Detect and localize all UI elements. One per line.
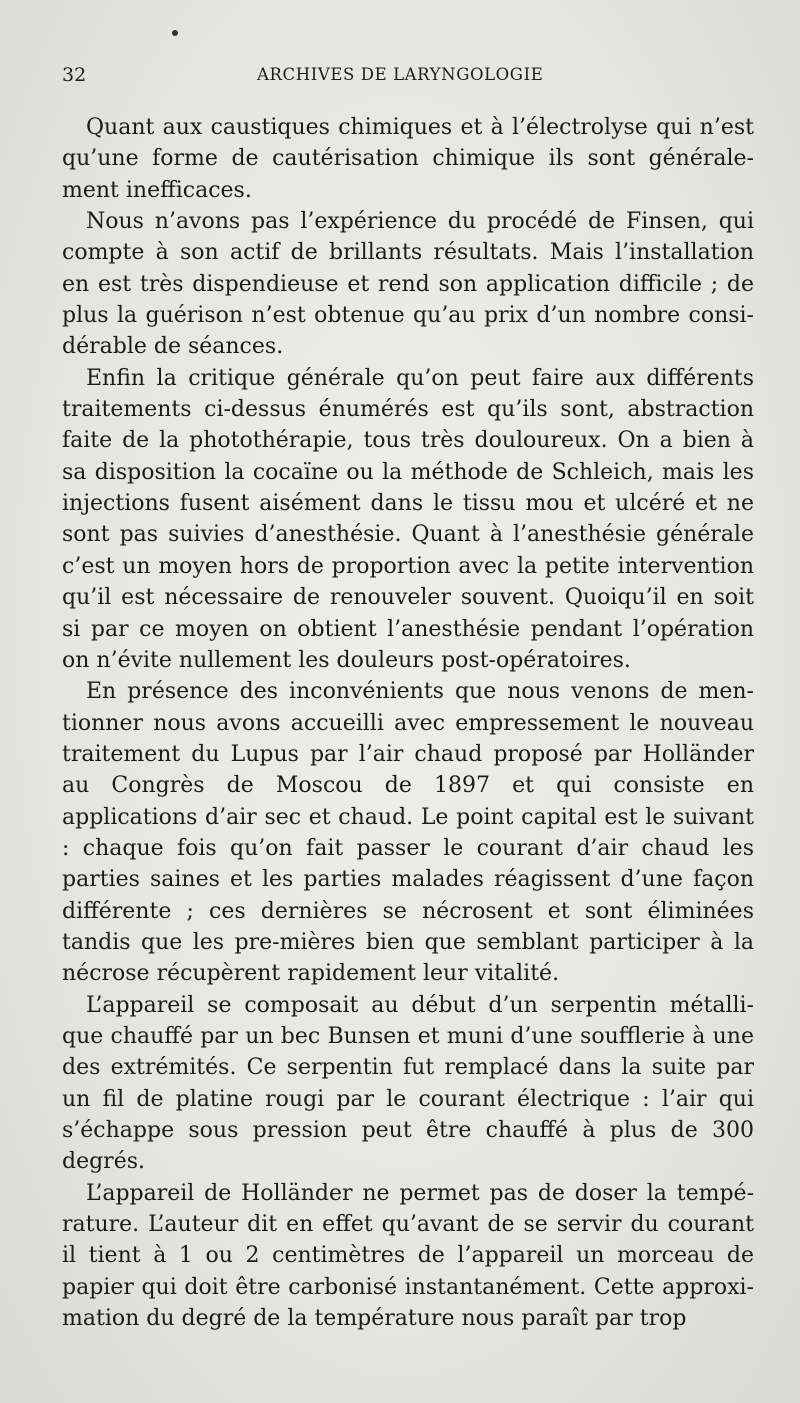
paragraph-air-chaud: En présence des inconvénients que nous venons de men-tionner nous avons accueilli avec empressement le nouveau traitement du Lupus par l’air chaud proposé par Holländer au Congrès de Moscou de 1897 et qui consiste en applications d’air sec et chaud. Le point capital est le suivant : chaque fois qu’on fait passer le courant d’air chaud les parties saines et les parties malades réagissent d’une façon différente ; ces dernières se nécrosent et sont éliminées tandis que les pre-mières bien que semblant participer à la nécrose récupèrent rapidement leur vitalité.: [62, 679, 754, 987]
paragraph-caustiques: Quant aux caustiques chimiques et à l’électrolyse qui n’est qu’une forme de cautérisation chimique ils sont générale-ment inefficaces.: [62, 115, 754, 203]
paragraph-finsen: Nous n’avons pas l’expérience du procédé de Finsen, qui compte à son actif de brillants résultats. Mais l’installation en est très dispendieuse et rend son application difficile ; de plus la guérison n’est obtenue qu’au prix d’un nombre consi-dérable de séances.: [62, 209, 754, 360]
body-text: [62, 112, 754, 1334]
ink-speck: [172, 30, 178, 36]
paragraph-appareil: L’appareil se composait au début d’un serpentin métalli-que chauffé par un bec Bunsen et muni d’une soufflerie à une des extrémités. Ce serpentin fut remplacé dans la suite par un fil de platine rougi par le courant électrique : l’air qui s’échappe sous pression peut être chauffé à plus de 300 degrés.: [62, 992, 754, 1175]
running-head: ARCHIVES DE LARYNGOLOGIE: [257, 65, 544, 84]
paragraph-hollander: L’appareil de Holländer ne permet pas de doser la tempé-rature. L’auteur dit en effet qu’avant de se servir du courant il tient à 1 ou 2 centimètres de l’appareil un morceau de papier qui doit être carbonisé instantanément. Cette approxi-mation du degré de la température nous paraît par trop: [62, 1180, 754, 1332]
page-header: [62, 64, 752, 90]
paragraph-critique: Enfin la critique générale qu’on peut faire aux différents traitements ci-dessus énumérés est qu’ils sont, abstraction faite de la photothérapie, tous très douloureux. On a bien à sa disposition la cocaïne ou la méthode de Schleich, mais les injections fusent aisément dans le tissu mou et ulcéré et ne sont pas suivies d’anesthésie. Quant à l’anesthésie générale c’est un moyen hors de proportion avec la petite intervention qu’il est nécessaire de renouveler souvent. Quoiqu’il en soit si par ce moyen on obtient l’anesthésie pendant l’opération on n’évite nullement les douleurs post-opératoires.: [62, 365, 754, 673]
page-number: 32: [62, 64, 87, 86]
